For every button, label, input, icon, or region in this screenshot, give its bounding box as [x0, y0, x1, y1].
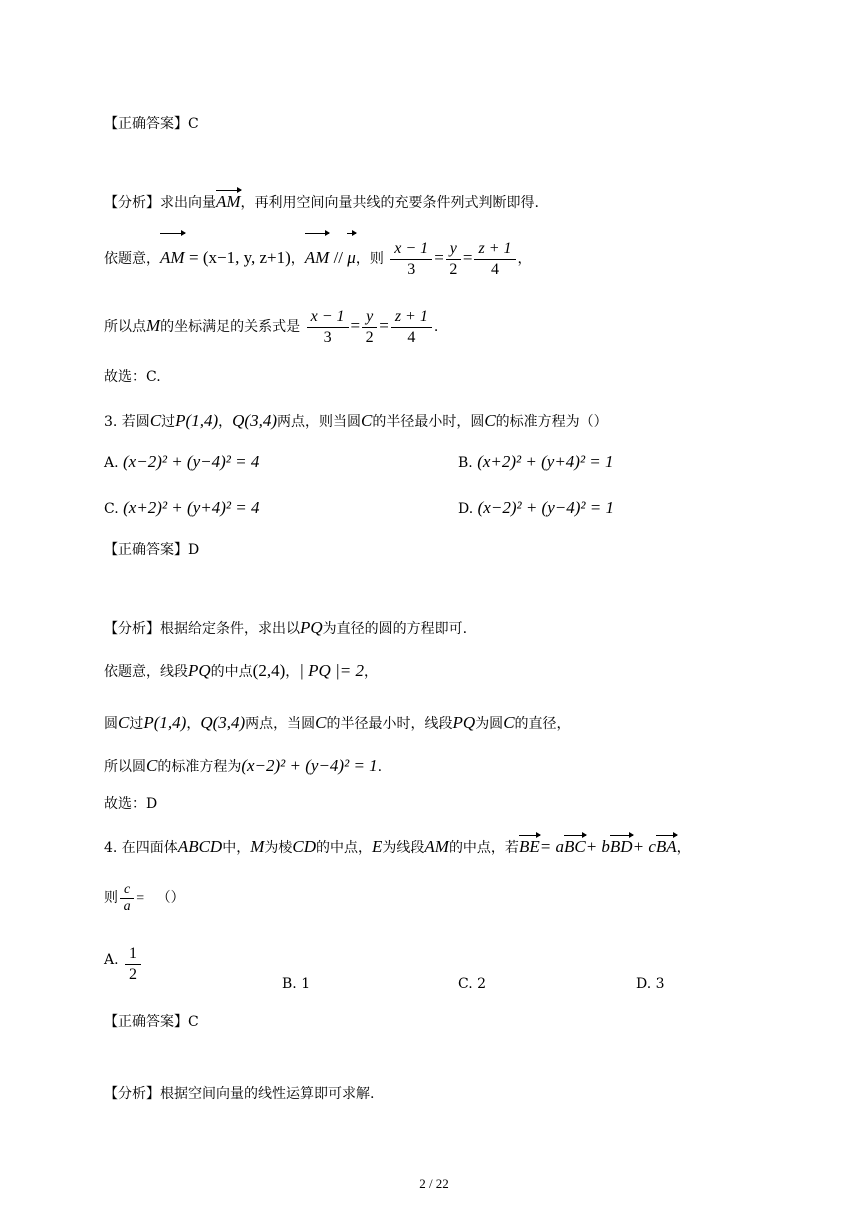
q3-answer: 【正确答案】D	[104, 542, 200, 558]
q4-ask	[104, 876, 185, 921]
fraction-y-numerator: y	[446, 239, 461, 260]
q4-stem-f: 的中点，若	[448, 840, 519, 856]
point-M: M	[146, 316, 161, 335]
q2-step1-then: ，则	[355, 251, 384, 267]
option-label: C.	[104, 501, 119, 517]
segment-PQ: PQ	[300, 618, 323, 637]
q4-stem-c: 为棱	[264, 840, 293, 856]
fraction-denominator: a	[123, 898, 131, 914]
segment-length: | PQ |= 2	[299, 661, 364, 680]
q3-option-b[interactable]	[458, 452, 614, 472]
option-label: A.	[104, 455, 119, 471]
vector-AM: AM	[305, 236, 330, 280]
fraction-numerator: c	[120, 882, 134, 899]
point-Q: Q(3,4)	[232, 411, 277, 430]
point-Q: Q(3,4)	[200, 713, 246, 732]
q3-step2-a: 圆	[104, 716, 118, 732]
point-E: E	[372, 837, 383, 856]
option-expression: (x−2)² + (y−4)² = 1	[477, 498, 614, 517]
circle-equation: (x−2)² + (y−4)² = 1	[241, 756, 378, 775]
fraction-x	[307, 307, 349, 348]
q4-stem-b: 中，	[222, 840, 251, 856]
q3-step3	[104, 757, 382, 776]
q3-step1	[104, 662, 378, 681]
point-P: P(1,4)	[143, 713, 187, 732]
q4-stem-g: ，	[676, 840, 691, 856]
q3-analysis	[104, 619, 467, 638]
q3-analysis-prefix: 【分析】根据给定条件，求出以	[104, 621, 300, 637]
q2-step1-prefix: 依题意，	[104, 251, 160, 267]
fraction-y-denominator: 2	[365, 328, 374, 346]
q4-stem-d: 的中点，	[316, 840, 372, 856]
segment-PQ: PQ	[188, 661, 211, 680]
q4-option-c[interactable]: C. 2	[458, 976, 487, 992]
circle-C: C	[484, 411, 496, 430]
circle-C: C	[149, 411, 162, 430]
page-number: 2 / 22	[419, 1176, 449, 1191]
option-expression: (x+2)² + (y+4)² = 4	[123, 498, 260, 517]
q4-option-a[interactable]	[104, 944, 143, 985]
q4-ask-paren: （）	[156, 890, 185, 906]
circle-C: C	[315, 713, 327, 732]
fraction-z-numerator: z + 1	[474, 239, 515, 260]
q2-step2-text: 的坐标满足的关系式是	[160, 319, 301, 335]
q3-analysis-suffix: 为直径的圆的方程即可.	[322, 621, 468, 637]
q2-step2: 所以点M的坐标满足的关系式是 $\frac{x - 1}{3}$ = $\frac{y}{2}$ = $\frac{z + 1}{4}$ .	[104, 307, 439, 346]
q3-step2-d: 的半径最小时，线段	[326, 716, 453, 732]
fraction-z-denominator: 4	[491, 260, 499, 278]
option-label: D.	[458, 501, 474, 517]
q3-stem-mid: 两点，则当圆	[276, 414, 361, 430]
option-expression: (x−2)² + (y−4)² = 4	[123, 452, 260, 471]
vector-mu: μ	[347, 236, 356, 280]
fraction-y-denominator: 2	[449, 260, 458, 278]
vector-BC: BC	[563, 837, 586, 856]
q2-analysis-prefix: 【分析】求出向量	[104, 195, 216, 211]
q2-analysis	[104, 193, 539, 212]
q4-stem-a: 4. 在四面体	[104, 840, 178, 856]
q3-option-d[interactable]	[458, 498, 614, 518]
q3-stem-mid2: 的半径最小时，圆	[372, 414, 485, 430]
q3-step2-comma: ，	[186, 716, 201, 732]
circle-C: C	[360, 411, 373, 430]
option-a-fraction	[125, 944, 141, 985]
fraction-z	[391, 307, 432, 348]
q3-conclusion: 故选：D	[104, 796, 158, 812]
fraction-y	[362, 307, 377, 348]
q4-stem-e: 为线段	[382, 840, 425, 856]
q3-step2-e: 为圆	[475, 716, 504, 732]
q3-stem-end: 的标准方程为（）	[495, 414, 608, 430]
q4-stem-eq: = a	[539, 837, 564, 856]
q4-stem-plus2: + c	[632, 837, 656, 856]
q4-stem-plus1: + b	[585, 837, 610, 856]
circle-C: C	[146, 756, 158, 775]
option-label: A.	[104, 952, 119, 968]
edge-CD: CD	[292, 837, 316, 856]
tetrahedron-ABCD: ABCD	[177, 837, 223, 856]
fraction-x	[390, 239, 432, 280]
fraction-z	[474, 239, 515, 280]
q3-step2-c: 两点，当圆	[245, 716, 316, 732]
fraction-numerator: 1	[125, 944, 141, 965]
circle-C: C	[503, 713, 515, 732]
vector-BA: BA	[655, 837, 677, 856]
fraction-c-over-a	[120, 882, 134, 915]
point-M: M	[250, 837, 265, 856]
fraction-x-numerator: x − 1	[390, 239, 432, 260]
q3-step1-mid: 的中点	[210, 664, 253, 680]
q3-step2	[104, 714, 571, 733]
q2-step1-sep: ，	[290, 251, 305, 267]
parallel-symbol: //	[329, 248, 348, 267]
q3-step3-a: 所以圆	[104, 759, 146, 775]
q2-step1-expr: = (x−1, y, z+1)	[189, 248, 291, 267]
fraction-y-numerator: y	[362, 307, 377, 328]
fraction-x-denominator: 3	[407, 260, 416, 278]
q3-stem	[104, 412, 608, 431]
q3-step3-end: .	[377, 759, 383, 775]
vector-AM: AM	[216, 192, 241, 211]
segment-PQ: PQ	[452, 713, 476, 732]
q2-step2-end: .	[433, 319, 439, 335]
fraction-x-numerator: x − 1	[307, 307, 349, 328]
fraction-y	[446, 239, 461, 280]
fraction-x-denominator: 3	[323, 328, 332, 346]
equals-sign: =	[136, 891, 145, 906]
q4-stem	[104, 838, 691, 857]
point-P: P(1,4)	[175, 411, 219, 430]
option-expression: (x+2)² + (y+4)² = 1	[477, 452, 614, 471]
q2-step1-end: ，	[517, 251, 532, 267]
midpoint-coordinates: (2,4)	[252, 661, 286, 680]
q4-answer: 【正确答案】C	[104, 1014, 199, 1030]
q2-step1: 依题意，AM = (x−1, y, z+1)，AM // μ，则 $\frac{x - 1}{3}$ = $\frac{y}{2}$ = $\frac{z + 1}{4}$ ，	[104, 236, 532, 281]
q3-step3-b: 的标准方程为	[157, 759, 242, 775]
q2-step2-prefix: 所以点	[104, 319, 146, 335]
q3-stem-comma: ，	[218, 414, 233, 430]
q4-ask-prefix: 则	[104, 890, 118, 906]
fraction-z-numerator: z + 1	[391, 307, 432, 328]
q2-conclusion: 故选：C.	[104, 369, 161, 385]
fraction-z-denominator: 4	[407, 328, 416, 346]
q3-option-a[interactable]	[104, 452, 259, 472]
q4-option-d[interactable]: D. 3	[636, 976, 665, 992]
q3-stem-prefix: 3. 若圆	[104, 414, 150, 430]
vector-AM: AM	[160, 236, 185, 280]
q2-answer: 【正确答案】C	[104, 116, 199, 132]
q2-analysis-suffix: ，再利用空间向量共线的充要条件列式判断即得.	[240, 195, 539, 211]
segment-AM: AM	[424, 837, 449, 856]
circle-C: C	[118, 713, 130, 732]
option-label: B.	[458, 455, 473, 471]
q3-stem-pass: 过	[161, 414, 176, 430]
q3-option-c[interactable]	[104, 498, 259, 518]
vector-BE: BE	[518, 837, 540, 856]
q4-analysis: 【分析】根据空间向量的线性运算即可求解.	[104, 1086, 375, 1102]
vector-BD: BD	[609, 837, 633, 856]
q4-option-b[interactable]: B. 1	[282, 976, 311, 992]
q3-step1-prefix: 依题意，线段	[104, 664, 188, 680]
q3-step2-b: 过	[129, 716, 144, 732]
q3-step1-end: ，	[363, 664, 378, 680]
q3-step1-comma: ，	[285, 664, 300, 680]
q3-step2-f: 的直径，	[514, 716, 571, 732]
fraction-denominator: 2	[129, 966, 138, 983]
